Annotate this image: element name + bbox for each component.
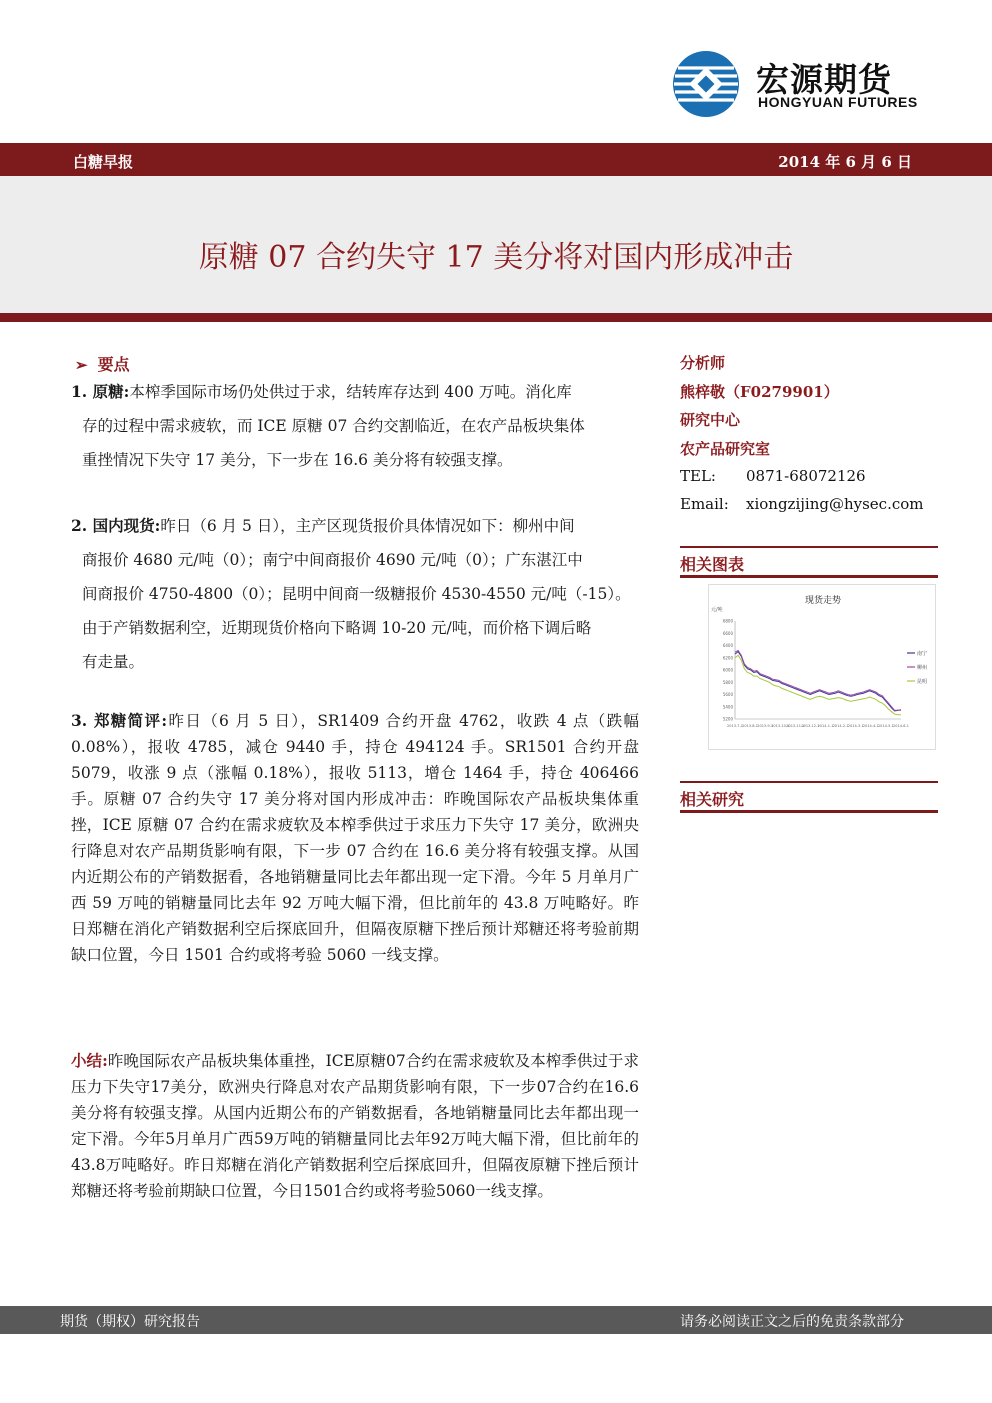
x-tick-label: 2014-4-1 (862, 724, 879, 728)
legend-entry: 柳州 (917, 665, 928, 671)
related-research-label: 相关研究 (680, 790, 745, 809)
x-tick-label: 2013-9-1 (757, 724, 774, 728)
x-tick-label: 2014-2-1 (832, 724, 849, 728)
paragraph-summary (71, 1048, 639, 1204)
analyst-name: 熊梓敬（F0279901） (680, 383, 839, 401)
legend-entry: 南宁 (917, 651, 928, 657)
research-office: 农产品研究室 (680, 440, 771, 458)
chart-title: 现货走势 (804, 596, 842, 606)
research-center: 研究中心 (680, 411, 741, 429)
y-tick-label: 6800 (722, 618, 733, 624)
x-tick-label: 2013-10-1 (771, 724, 790, 728)
x-tick-label: 2014-1-1 (817, 724, 834, 728)
paragraph-label: 2. 国内现货: (71, 516, 161, 535)
paragraph-label: 小结: (71, 1051, 108, 1070)
paragraph-zhengzhou-review (71, 708, 639, 968)
paragraph-text: 存的过程中需求疲软，而 ICE 原糖 07 合约交割临近，在农产品板块集体 (82, 417, 585, 435)
chart-ylabel: 元/吨 (711, 607, 723, 613)
report-type: 白糖早报 (73, 153, 134, 171)
paragraph-text: 昨日（6 月 5 日），SR1409 合约开盘 4762，收跌 4 点（跌幅 0.08%），报收 4785，减仓 9440 手，持仓 494124 手。SR1501 合约开盘 5079，收涨 9 点（涨幅 0.18%），报收 5113，增仓 1464 手，持仓 406466 手。原糖 07 合约失守 17 美分将对国内形成冲击：昨晚国际农产品板块集体重挫，ICE 原糖 07 合约在需求疲软及本榨季供过于求压力下失守 17 美分，欧洲央行降息对农产品期货影响有限，下一步 07 合约在 16.6 美分将有较强支撑。从国内近期公布的产销数据看，各地销糖量同比去年都出现一定下滑。今年 5 月单月广西 59 万吨的销糖量同比去年 92 万吨大幅下滑，但比前年的 43.8 万吨略好。昨日郑糖在消化产销数据利空后探底回升，但隔夜原糖下挫后预计郑糖还将考验前期缺口位置，今日 1501 合约或将考验 5060 一线支撑。 (71, 712, 639, 964)
paragraph-domestic-spot (71, 509, 639, 679)
legend-entry: 昆明 (917, 679, 928, 685)
footer-disclaimer-link[interactable]: 请务必阅读正文之后的免责条款部分 (680, 1314, 904, 1330)
y-tick-label: 6400 (722, 643, 733, 648)
logo-emblem-icon (672, 50, 740, 118)
y-tick-label: 6200 (722, 655, 733, 661)
x-tick-label: 2013-8-1 (742, 724, 759, 728)
arrow-bullet-icon: ➢ (75, 356, 88, 374)
email-value[interactable]: xiongzijing@hysec.com (746, 495, 924, 513)
paragraph-text: 商报价 4680 元/吨（0）；南宁中间商报价 4690 元/吨（0）；广东湛江中 (82, 551, 583, 569)
paragraph-text: 有走量。 (82, 653, 145, 671)
paragraph-text: 由于产销数据利空，近期现货价格向下略调 10-20 元/吨，而价格下调后略 (82, 619, 592, 637)
related-charts-heading (680, 548, 938, 578)
email-row (680, 495, 924, 513)
paragraph-label: 3. 郑糖简评: (71, 711, 168, 730)
y-tick-label: 6000 (722, 667, 733, 673)
y-tick-label: 5600 (722, 692, 733, 697)
key-points-heading (75, 352, 130, 375)
x-tick-label: 2013-11-1 (786, 724, 805, 728)
y-tick-label: 5800 (722, 679, 733, 685)
email-label: Email: (680, 495, 729, 513)
paragraph-raw-sugar (71, 375, 639, 477)
related-research-heading (680, 783, 938, 813)
title-rule (0, 313, 992, 322)
x-tick-label: 2013-7-1 (727, 724, 743, 728)
footer-report-label: 期货（期权）研究报告 (60, 1314, 200, 1330)
tel-row (680, 467, 866, 485)
tel-label: TEL: (680, 467, 716, 485)
paragraph-label: 1. 原糖: (71, 382, 130, 401)
y-tick-label: 5400 (722, 704, 733, 710)
x-tick-label: 2014-5-1 (877, 724, 894, 728)
brand-name-cn: 宏源期货 (756, 60, 892, 99)
tel-value: 0871-68072126 (746, 467, 866, 485)
x-tick-label: 2014-6-1 (893, 724, 909, 728)
paragraph-text: 昨晚国际农产品板块集体重挫，ICE原糖07合约在需求疲软及本榨季供过于求压力下失守17美分，欧洲央行降息对农产品期货影响有限，下一步07合约在16.6美分将有较强支撑。从国内近期公布的产销数据看，各地销糖量同比去年都出现一定下滑。今年5月单月广西59万吨的销糖量同比去年92万吨大幅下滑，但比前年的43.8万吨略好。昨日郑糖在消化产销数据利空后探底回升，但隔夜原糖下挫后预计郑糖还将考验前期缺口位置，今日1501合约或将考验5060一线支撑。 (71, 1052, 639, 1200)
page-title: 原糖 07 合约失守 17 美分将对国内形成冲击 (198, 240, 794, 275)
paragraph-text: 本榨季国际市场仍处供过于求，结转库存达到 400 万吨。消化库 (129, 383, 572, 401)
paragraph-text: 间商报价 4750-4800（0）；昆明中间商一级糖报价 4530-4550 元/吨（-15）。 (82, 585, 631, 603)
x-tick-label: 2013-12-1 (801, 724, 820, 728)
series-line-2 (735, 655, 901, 714)
series-line-0 (735, 652, 901, 711)
spot-price-chart-svg (709, 585, 937, 751)
brand-name-en: HONGYUAN FUTURES (758, 94, 918, 110)
analyst-label: 分析师 (680, 354, 726, 372)
series-line-1 (735, 650, 901, 710)
key-points-label: 要点 (97, 355, 130, 374)
y-tick-label: 5200 (722, 716, 733, 722)
paragraph-text: 昨日（6 月 5 日），主产区现货报价具体情况如下：柳州中间 (160, 517, 575, 535)
y-tick-label: 6600 (722, 630, 733, 636)
related-charts-label: 相关图表 (680, 555, 745, 574)
paragraph-text: 重挫情况下失守 17 美分，下一步在 16.6 美分将有较强支撑。 (82, 451, 513, 469)
x-tick-label: 2014-3-1 (847, 724, 864, 728)
spot-price-chart (708, 584, 936, 750)
company-logo (672, 48, 922, 118)
report-date: 2014 年 6 月 6 日 (778, 153, 912, 171)
